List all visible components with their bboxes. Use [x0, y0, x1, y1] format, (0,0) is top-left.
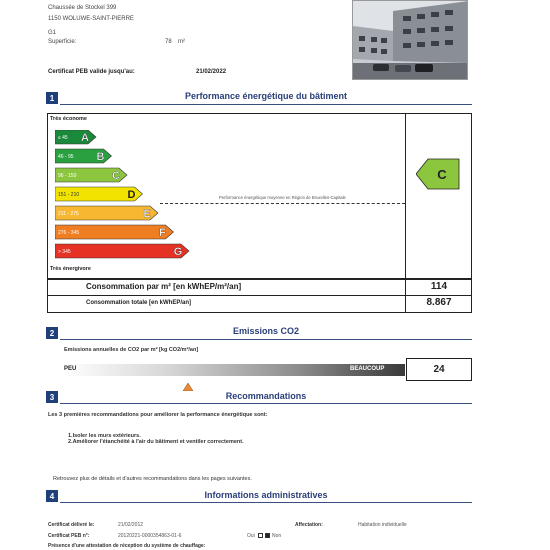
- section-1-title: Performance énergétique du bâtiment: [184, 91, 348, 101]
- energy-class-b: [55, 149, 112, 163]
- very-economical-label: Très économe: [50, 116, 87, 122]
- admin-row-label: Certificat PEB n°:: [48, 533, 90, 539]
- section-3-number: 3: [46, 391, 58, 403]
- energy-class-d: [55, 187, 143, 201]
- section-4-rule: [60, 502, 472, 503]
- consumption-per-m2-value: 114: [430, 281, 448, 292]
- energy-class-letter: G: [173, 246, 183, 258]
- consumption-row-divider: [47, 295, 472, 296]
- admin-row-label: Présence d'une attestation de réception du système de chauffage:: [48, 543, 206, 549]
- option-yes-checkbox[interactable]: [258, 533, 263, 538]
- energy-rating-divider: [405, 113, 406, 279]
- energy-class-range: 276 - 345: [58, 230, 80, 236]
- energy-class-c: [55, 168, 127, 182]
- address-unit: G1: [48, 30, 57, 36]
- average-performance-line: [160, 203, 405, 204]
- energy-class-range: 46 - 95: [58, 154, 74, 160]
- section-1-rule: [60, 104, 472, 105]
- surface-unit: m²: [178, 39, 185, 45]
- energy-rating-indicator: [416, 158, 460, 190]
- co2-subtitle: Emissions annuelles de CO2 par m² [kg CO2/m²/an]: [64, 347, 199, 353]
- energy-class-letter: E: [143, 208, 151, 220]
- energy-class-letter: C: [112, 170, 120, 182]
- section-2-number: 2: [46, 327, 58, 339]
- energy-class-letter: F: [159, 227, 166, 239]
- co2-position-marker: [183, 378, 193, 386]
- section-3-title: Recommandations: [225, 391, 307, 401]
- option-yes-label: Oui: [247, 533, 255, 539]
- energy-class-range: 96 - 150: [58, 173, 77, 179]
- section-1-number: 1: [46, 92, 58, 104]
- energy-class-letter: D: [127, 189, 136, 201]
- admin-row-label: Certificat délivré le:: [48, 522, 95, 528]
- option-no-checkbox[interactable]: [265, 533, 270, 538]
- consumption-total-value: 8.867: [426, 297, 452, 308]
- energy-class-range: ≤ 45: [58, 135, 68, 141]
- address-city: 1150 WOLUWE-SAINT-PIERRE: [48, 16, 134, 22]
- building-photo: [352, 0, 468, 80]
- recommendation-item: 1.Isoler les murs extérieurs.: [68, 433, 141, 439]
- peb-validity-date: 21/02/2022: [196, 69, 227, 75]
- consumption-per-m2-label: Consommation par m² [en kWhEP/m²/an]: [86, 282, 242, 291]
- recommendation-item: 2.Améliorer l'étanchéité à l'air du bâtiment et ventiler correctement.: [68, 439, 244, 445]
- very-energy-consuming-label: Très énergivore: [50, 266, 91, 272]
- affectation-label: Affectation:: [295, 522, 323, 528]
- section-2-rule: [60, 339, 472, 340]
- co2-high-label: BEAUCOUP: [350, 366, 385, 372]
- energy-class-range: 151 - 210: [58, 192, 80, 198]
- consumption-total-label: Consommation totale [en kWhEP/an]: [86, 300, 192, 306]
- section-3-rule: [60, 403, 472, 404]
- section-4-title: Informations administratives: [204, 490, 328, 500]
- option-no-label: Non: [272, 533, 282, 539]
- recommendations-intro: Les 3 premières recommandations pour améliorer la performance énergétique sont:: [48, 412, 268, 418]
- energy-class-letter: B: [96, 151, 105, 163]
- section-4-number: 4: [46, 490, 58, 502]
- admin-row-value: 20120221-0000354863-01-6: [118, 533, 182, 539]
- energy-class-a: [55, 130, 96, 144]
- section-2-title: Emissions CO2: [232, 326, 300, 336]
- peb-validity-label: Certificat PEB valide jusqu'au:: [48, 69, 135, 75]
- energy-rating-letter: C: [437, 167, 447, 182]
- address-street: Chaussée de Stockel 399: [48, 5, 117, 11]
- co2-value: 24: [406, 358, 472, 381]
- surface-value: 78: [165, 39, 172, 45]
- energy-class-e: [55, 206, 158, 220]
- recommendations-footer: Retrouvez plus de détails et d'autres recommandations dans les pages suivantes.: [53, 476, 252, 482]
- surface-label: Superficie:: [48, 39, 77, 45]
- affectation-value: Habitation individuelle: [358, 522, 407, 528]
- energy-class-letter: A: [81, 132, 89, 144]
- average-performance-note: Performance énergétique moyenne en Région de Bruxelles-Capitale: [219, 195, 346, 200]
- admin-row-value: 21/02/2012: [118, 522, 144, 528]
- energy-class-range: 211 - 275: [58, 211, 79, 217]
- energy-class-f: [55, 225, 174, 239]
- energy-class-range: > 345: [58, 249, 71, 255]
- co2-low-label: PEU: [64, 366, 77, 372]
- energy-class-g: [55, 244, 189, 258]
